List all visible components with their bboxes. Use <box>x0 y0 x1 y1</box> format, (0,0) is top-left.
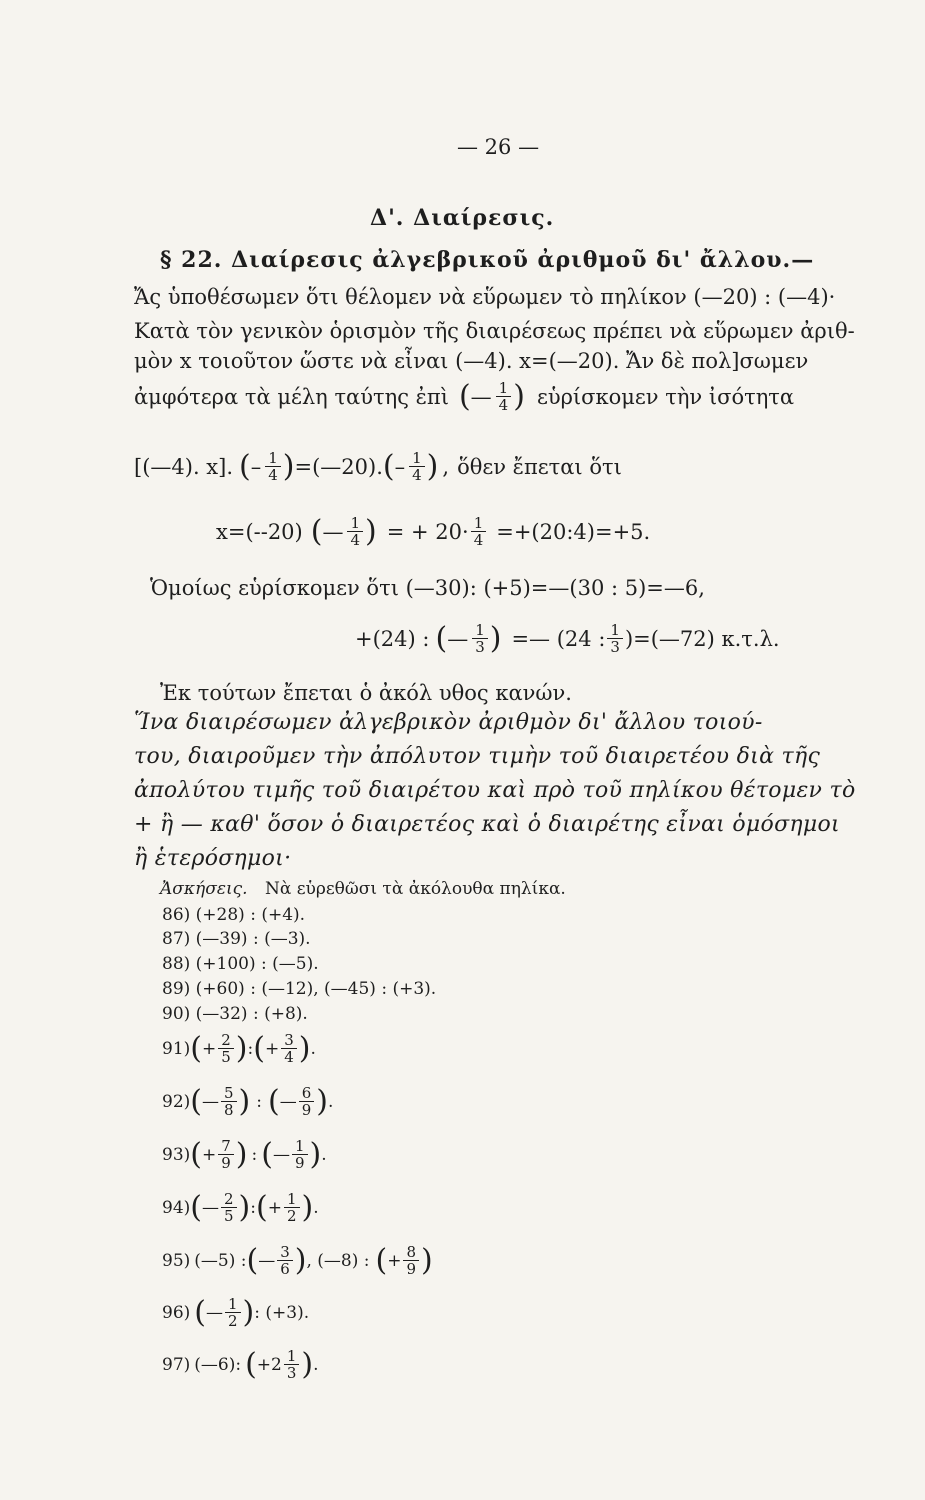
sign: — <box>201 1091 219 1112</box>
fraction <box>607 622 623 655</box>
text-fragment: ἀμφότερα τὰ μέλη ταύτης ἐπὶ <box>134 384 449 409</box>
exercise-item: 87) (—39) : (—3). <box>162 929 311 949</box>
text-fragment: =(—20). <box>294 454 383 479</box>
paren-open: ( <box>310 513 323 549</box>
text-fragment: )=(—72) κ.τ.λ. <box>624 626 780 651</box>
fraction-numerator: 1 <box>292 1138 308 1155</box>
sign: + <box>201 1038 217 1059</box>
fraction <box>218 1138 234 1171</box>
paren-close: ) <box>282 448 295 484</box>
fraction-denominator: 3 <box>286 1364 297 1382</box>
fraction-numerator: 1 <box>409 450 425 467</box>
fraction-denominator: 5 <box>221 1048 231 1066</box>
fraction-numerator: 1 <box>496 380 512 397</box>
paren-open: ( <box>239 448 251 484</box>
fraction <box>284 1191 300 1224</box>
paren-open: ( <box>458 378 471 414</box>
exercise-number: 97) <box>162 1354 191 1375</box>
text-line-with-fraction <box>134 380 794 413</box>
fraction <box>347 515 363 548</box>
fraction <box>221 1191 237 1224</box>
fraction-denominator: 5 <box>223 1207 234 1225</box>
fraction <box>221 1085 237 1118</box>
paren-close: ) <box>298 1030 311 1066</box>
fraction-numerator: 3 <box>281 1032 297 1049</box>
fraction <box>284 1348 300 1381</box>
paren-close: ) <box>294 1242 307 1278</box>
paren-close: ) <box>489 620 502 656</box>
chapter-heading: Δ'. Διαίρεσις. <box>370 205 555 231</box>
text-fragment: : (+3). <box>254 1302 310 1323</box>
fraction-denominator: 2 <box>286 1207 297 1225</box>
fraction <box>409 450 425 483</box>
fraction-denominator: 6 <box>280 1260 290 1278</box>
paren-open: ( <box>261 1136 273 1172</box>
sign: + <box>201 1144 217 1165</box>
fraction <box>403 1244 419 1277</box>
fraction-numerator: 1 <box>284 1348 300 1365</box>
exercise-number: 94) <box>162 1197 191 1218</box>
fraction-numerator: 5 <box>221 1085 237 1102</box>
fraction <box>281 1032 297 1065</box>
rule-line: του, διαιροῦμεν τὴν ἀπόλυτον τιμὴν τοῦ διαιρετέου διὰ τῆς <box>134 744 821 769</box>
fraction-denominator: 4 <box>498 396 509 414</box>
exercise-number: 93) <box>162 1144 191 1165</box>
fraction-numerator: 1 <box>607 622 623 639</box>
paren-close: ) <box>309 1136 322 1172</box>
text-line: Κατὰ τὸν γενικὸν ὁρισμὸν τῆς διαιρέσεως πρέπει νὰ εὕρωμεν ἀριθ- <box>134 319 855 343</box>
text-fragment: εὑρίσκομεν τὴν ἰσότητα <box>536 384 795 409</box>
sign: — <box>205 1302 223 1323</box>
rule-line: Ἵνα διαιρέσωμεν ἀλγεβρικὸν ἀριθμὸν δι' ἄλλου τοιού- <box>134 710 763 735</box>
exercise-item: 89) (+60) : (—12), (—45) : (+3). <box>162 979 437 999</box>
fraction-denominator: 9 <box>294 1154 305 1172</box>
paren-close: ) <box>238 1189 251 1225</box>
fraction-numerator: 1 <box>225 1296 241 1313</box>
sign: — <box>258 1250 276 1271</box>
fraction <box>292 1138 308 1171</box>
paren-close: ) <box>513 378 525 414</box>
paren-open: ( <box>375 1242 388 1278</box>
fraction-numerator: 2 <box>221 1191 237 1208</box>
paren-close: ) <box>301 1346 314 1382</box>
paren-close: ) <box>235 1136 248 1172</box>
sign: + <box>387 1250 402 1271</box>
paren-open: ( <box>435 620 448 656</box>
fraction <box>496 380 512 413</box>
fraction-numerator: 3 <box>277 1244 293 1261</box>
paren-close: ) <box>301 1189 314 1225</box>
fraction <box>218 1032 234 1065</box>
equation-line: [(—4). x]. ( – $\frac{1}{4}$ ) =(—20). ( – $\frac{1}{4}$ ) , ὅθεν ἔπεται ὅτι <box>134 448 622 484</box>
sign: + <box>267 1197 282 1218</box>
sign: — <box>279 1091 297 1112</box>
equation-line <box>216 515 650 548</box>
equation-line <box>355 622 780 655</box>
exercise-item: 86) (+28) : (+4). <box>162 905 306 925</box>
fraction <box>471 515 487 548</box>
fraction <box>225 1296 241 1329</box>
fraction-denominator: 3 <box>610 638 620 656</box>
fraction-denominator: 9 <box>406 1260 417 1278</box>
exercise-number: 92) <box>162 1091 191 1112</box>
exercise-number: 95) <box>162 1250 191 1271</box>
fraction-denominator: 9 <box>301 1101 312 1119</box>
rule-line: ἢ ἑτερόσημοι· <box>134 846 292 871</box>
fraction-numerator: 6 <box>299 1085 315 1102</box>
fraction-denominator: 9 <box>221 1154 231 1172</box>
paren-close: ) <box>316 1083 328 1119</box>
exercise-item: 88) (+100) : (—5). <box>162 954 319 974</box>
fraction-numerator: 7 <box>218 1138 234 1155</box>
fraction-denominator: 4 <box>412 466 422 484</box>
sign: — <box>272 1144 290 1165</box>
text-line: Ὁμοίως εὑρίσκομεν ὅτι (—30): (+5)=—(30 : 5)=—6, <box>150 576 705 600</box>
mixed-whole: +2 <box>256 1354 282 1375</box>
exercises-header <box>160 878 566 900</box>
fraction-denominator: 8 <box>223 1101 234 1119</box>
text-fragment: (—6): <box>194 1354 242 1375</box>
fraction-denominator: 4 <box>268 466 278 484</box>
text-line: Ἐκ τούτων ἔπεται ὁ ἀκόλ υθος κανών. <box>160 681 572 705</box>
text-fragment: ὅθεν ἔπεται ὅτι <box>457 454 622 479</box>
minus-sign: – <box>394 454 406 479</box>
text-fragment: +(24) : <box>355 626 430 651</box>
exercises-label: Ἀσκήσεις. <box>160 879 248 899</box>
fraction-denominator: 3 <box>475 638 485 656</box>
exercise-item <box>162 1296 309 1329</box>
fraction-numerator: 1 <box>347 515 363 532</box>
minus-sign: — <box>447 626 469 651</box>
exercise-item: 90) (—32) : (+8). <box>162 1004 308 1024</box>
text-line: Ἄς ὑποθέσωμεν ὅτι θέλομεν νὰ εὕρωμεν τὸ πηλίκον (—20) : (—4)· <box>134 285 836 309</box>
paren-open: ( <box>246 1242 259 1278</box>
text-fragment: , (—8) : <box>306 1250 370 1271</box>
paren-open: ( <box>190 1136 202 1172</box>
exercise-item: 97) (—6): ( +2 $\frac{1}{3}$ ) . <box>162 1346 319 1382</box>
fraction <box>265 450 281 483</box>
paren-close: ) <box>421 1242 433 1278</box>
exercise-item: 93) ( + $\frac{7}{9}$ ) : ( — $\frac{1}{9}$ ) . <box>162 1136 327 1172</box>
fraction <box>299 1085 315 1118</box>
fraction-denominator: 2 <box>227 1312 238 1330</box>
paren-close: ) <box>365 513 377 549</box>
paren-open: ( <box>190 1189 202 1225</box>
paren-close: ) <box>426 448 439 484</box>
fraction-denominator: 4 <box>473 531 484 549</box>
fraction <box>277 1244 293 1277</box>
paren-open: ( <box>382 448 395 484</box>
exercise-item: 91) ( + $\frac{2}{5}$ ) : ( + $\frac{3}{4}$ ) . <box>162 1030 316 1066</box>
fraction-numerator: 1 <box>472 622 488 639</box>
paren-close: ) <box>242 1294 255 1330</box>
text-fragment: [(—4). x]. <box>134 454 234 479</box>
exercise-number: 96) <box>162 1302 191 1323</box>
fraction-numerator: 1 <box>265 450 281 467</box>
paren-open: ( <box>253 1030 265 1066</box>
rule-line: ἀπολύτου τιμῆς τοῦ διαιρέτου καὶ πρὸ τοῦ πηλίκου θέτομεν τὸ <box>134 778 856 803</box>
fraction-numerator: 1 <box>284 1191 300 1208</box>
exercises-instruction: Νὰ εὑρεθῶσι τὰ ἀκόλουθα πηλίκα. <box>264 879 566 899</box>
exercise-item <box>162 1244 433 1277</box>
paren-open: ( <box>190 1030 202 1066</box>
fraction-denominator: 4 <box>284 1048 294 1066</box>
fraction-numerator: 8 <box>403 1244 419 1261</box>
exercise-item: 92) ( — $\frac{5}{8}$ ) : ( — $\frac{6}{9}$ ) . <box>162 1083 334 1119</box>
section-heading: § 22. Διαίρεσις ἀλγεβρικοῦ ἀριθμοῦ δι' ἄλλου.— <box>160 247 815 273</box>
paren-open: ( <box>190 1083 202 1119</box>
paren-close: ) <box>238 1083 251 1119</box>
paren-open: ( <box>245 1346 257 1382</box>
page-number: — 26 — <box>457 135 540 159</box>
paren-open: ( <box>267 1083 280 1119</box>
minus-sign: — <box>322 519 344 544</box>
fraction-denominator: 4 <box>350 531 361 549</box>
text-fragment: (—5) : <box>194 1250 247 1271</box>
sign: — <box>201 1197 219 1218</box>
sign: + <box>264 1038 280 1059</box>
fraction <box>472 622 488 655</box>
rule-line: + ἢ — καθ' ὅσον ὁ διαιρετέος καὶ ὁ διαιρέτης εἶναι ὁμόσημοι <box>134 812 840 837</box>
text-fragment: x=(--20) <box>216 519 303 544</box>
minus-sign: – <box>250 454 262 479</box>
exercise-item: 94) ( — $\frac{2}{5}$ ) : ( + $\frac{1}{2}$ ) . <box>162 1189 319 1225</box>
minus-sign: — <box>470 384 492 409</box>
exercise-number: 91) <box>162 1038 191 1059</box>
text-fragment: =+(20:4)=+5. <box>496 519 651 544</box>
text-line: μὸν x τοιοῦτον ὥστε νὰ εἶναι (—4). x=(—20). Ἄν δὲ πολ]σωμεν <box>134 349 809 373</box>
text-fragment: = + 20· <box>386 519 469 544</box>
fraction-numerator: 1 <box>471 515 487 532</box>
fraction-numerator: 2 <box>218 1032 234 1049</box>
paren-open: ( <box>255 1189 268 1225</box>
paren-close: ) <box>235 1030 248 1066</box>
paren-open: ( <box>194 1294 206 1330</box>
text-fragment: =— (24 : <box>511 626 606 651</box>
